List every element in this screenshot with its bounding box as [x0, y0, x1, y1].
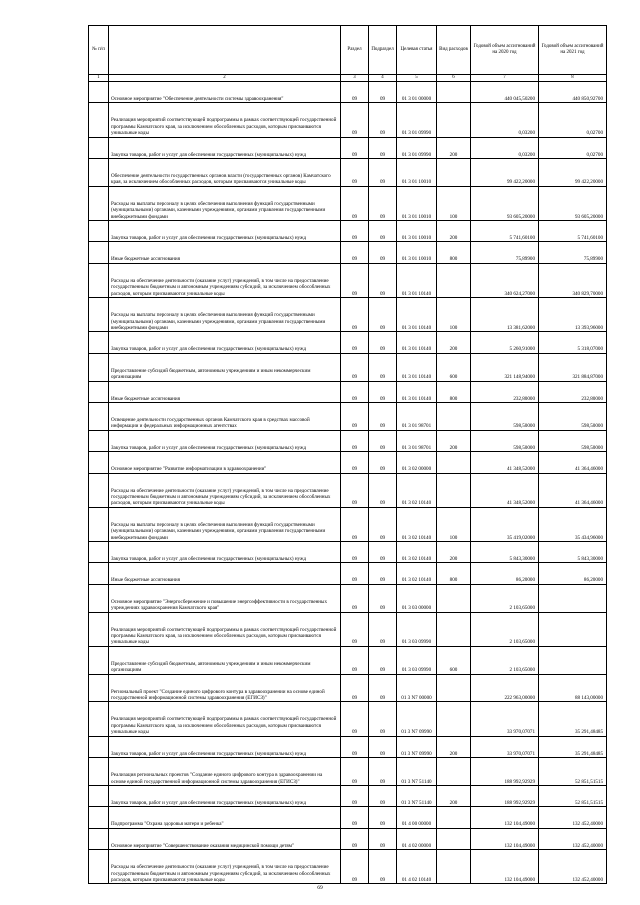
row-number [89, 381, 109, 402]
row-number [89, 103, 109, 137]
row-subsection: 09 [369, 584, 397, 612]
row-name: Реализация мероприятий соответствующей подпрограммы в рамках соответствующей государственной программы Камчатского края, за исключением обособленных расходов, которым присваиваются уникальные коды [109, 702, 341, 736]
row-name: Расходы на обеспечение деятельности (оказание услуг) учреждений, в том числе на предоставление государственным бюджетным и автономным учреждениям субсидий, за исключением обособленных расходов, которым присваиваются уникальные коды [109, 473, 341, 507]
row-expense-type [437, 850, 471, 884]
row-subsection: 09 [369, 452, 397, 473]
table-row [89, 263, 607, 297]
row-target-article: 01 3 01 00000 [397, 82, 437, 103]
row-section: 09 [341, 221, 369, 242]
column-index-row [89, 75, 607, 82]
row-subsection: 09 [369, 430, 397, 451]
row-expense-type [437, 807, 471, 828]
col-header-section: Раздел [341, 26, 369, 75]
row-target-article: 01 3 02 10140 [397, 473, 437, 507]
table-row [89, 702, 607, 736]
row-number [89, 298, 109, 332]
row-expense-type: 100 [437, 298, 471, 332]
row-volume-2021: 86,20000 [539, 563, 607, 584]
row-volume-2021: 440 850,92700 [539, 82, 607, 103]
row-target-article: 01 3 02 10140 [397, 507, 437, 541]
row-volume-2020: 232,80000 [471, 381, 539, 402]
row-volume-2021 [539, 646, 607, 674]
row-subsection: 09 [369, 221, 397, 242]
row-target-article: 01 3 02 10140 [397, 542, 437, 563]
column-index: 3 [341, 75, 369, 82]
row-subsection: 09 [369, 736, 397, 757]
row-volume-2021: 132 452,40000 [539, 850, 607, 884]
table-row [89, 452, 607, 473]
row-number [89, 221, 109, 242]
row-volume-2020: 5 843,30000 [471, 542, 539, 563]
row-section: 09 [341, 353, 369, 381]
row-section: 09 [341, 584, 369, 612]
row-name: Закупка товаров, работ и услуг для обеспечения государственных (муниципальных) нужд [109, 542, 341, 563]
table-row [89, 850, 607, 884]
row-volume-2021: 598,50000 [539, 402, 607, 430]
row-expense-type: 800 [437, 381, 471, 402]
row-section: 09 [341, 507, 369, 541]
row-volume-2020: 321 148,94000 [471, 353, 539, 381]
row-name: Основное мероприятие "Обеспечение деятельности системы здравоохранения" [109, 82, 341, 103]
table-row [89, 736, 607, 757]
table-row [89, 785, 607, 806]
col-header-volume-2021: Годовой объем ассигнований на 2021 год [539, 26, 607, 75]
row-expense-type: 200 [437, 221, 471, 242]
table-row [89, 402, 607, 430]
row-section: 09 [341, 159, 369, 187]
row-expense-type: 200 [437, 137, 471, 158]
row-section: 09 [341, 646, 369, 674]
row-target-article: 01 3 01 10140 [397, 332, 437, 353]
row-target-article: 01 3 01 10140 [397, 263, 437, 297]
row-volume-2021: 99 422,20000 [539, 159, 607, 187]
row-volume-2021: 321 884,87000 [539, 353, 607, 381]
row-expense-type [437, 674, 471, 702]
row-target-article: 01 3 02 10140 [397, 563, 437, 584]
row-volume-2020: 440 045,50200 [471, 82, 539, 103]
table-row [89, 137, 607, 158]
row-subsection: 09 [369, 353, 397, 381]
row-volume-2020: 13 381,62000 [471, 298, 539, 332]
row-section: 09 [341, 242, 369, 263]
row-number [89, 186, 109, 220]
row-volume-2021: 598,50000 [539, 430, 607, 451]
row-subsection: 09 [369, 298, 397, 332]
row-subsection: 09 [369, 674, 397, 702]
row-volume-2020: 33 970,07071 [471, 736, 539, 757]
row-section: 09 [341, 186, 369, 220]
row-number [89, 758, 109, 786]
row-name: Обеспечение деятельности государственных органов власти (государственных органов) Камчатского края, за исключением обособленных расходов, которым присваиваются уникальные коды [109, 159, 341, 187]
row-volume-2021: 13 393,96000 [539, 298, 607, 332]
row-expense-type: 800 [437, 242, 471, 263]
row-volume-2020: 188 992,92929 [471, 785, 539, 806]
row-volume-2021: 35 434,96000 [539, 507, 607, 541]
table-row [89, 103, 607, 137]
row-number [89, 563, 109, 584]
row-expense-type [437, 82, 471, 103]
row-volume-2021: 41 364,46000 [539, 452, 607, 473]
row-section: 09 [341, 542, 369, 563]
row-volume-2021: 0,02700 [539, 137, 607, 158]
row-volume-2020: 0,03200 [471, 103, 539, 137]
row-number [89, 542, 109, 563]
row-section: 09 [341, 452, 369, 473]
column-index: 6 [437, 75, 471, 82]
row-volume-2021: 0,02700 [539, 103, 607, 137]
row-volume-2021 [539, 584, 607, 612]
table-row [89, 221, 607, 242]
row-expense-type [437, 473, 471, 507]
row-volume-2021: 5 741,60100 [539, 221, 607, 242]
row-section: 09 [341, 612, 369, 646]
row-volume-2020: 5 741,60100 [471, 221, 539, 242]
table-row [89, 430, 607, 451]
row-target-article: 01 3 01 10140 [397, 381, 437, 402]
row-number [89, 785, 109, 806]
row-volume-2021: 132 452,40000 [539, 828, 607, 849]
table-row [89, 381, 607, 402]
row-name: Предоставление субсидий бюджетным, автономным учреждениям и иным некоммерческим организациям [109, 353, 341, 381]
table-row [89, 82, 607, 103]
row-number [89, 850, 109, 884]
row-subsection: 09 [369, 186, 397, 220]
row-number [89, 736, 109, 757]
row-number [89, 242, 109, 263]
col-header-subsection: Подраздел [369, 26, 397, 75]
page-number: 69 [317, 885, 323, 891]
col-header-volume-2020: Годовой объем ассигнований на 2020 год [471, 26, 539, 75]
row-volume-2021: 5 318,07000 [539, 332, 607, 353]
row-subsection: 09 [369, 263, 397, 297]
row-volume-2021: 232,80000 [539, 381, 607, 402]
row-expense-type [437, 402, 471, 430]
row-volume-2020: 2 103,65000 [471, 646, 539, 674]
row-volume-2021: 340 829,70000 [539, 263, 607, 297]
column-index: 5 [397, 75, 437, 82]
row-target-article: 01 3 N7 09990 [397, 736, 437, 757]
row-volume-2021: 52 851,51515 [539, 758, 607, 786]
row-number [89, 430, 109, 451]
row-subsection: 09 [369, 381, 397, 402]
row-number [89, 137, 109, 158]
row-name: Подпрограмма "Охрана здоровья матери и ребенка" [109, 807, 341, 828]
row-target-article: 01 3 03 09990 [397, 612, 437, 646]
row-name: Иные бюджетные ассигнования [109, 242, 341, 263]
row-volume-2020: 0,03200 [471, 137, 539, 158]
row-name: Основное мероприятие "Развитие информатизации в здравоохранении" [109, 452, 341, 473]
row-number [89, 332, 109, 353]
budget-table [88, 25, 607, 884]
row-expense-type: 100 [437, 186, 471, 220]
row-subsection: 09 [369, 137, 397, 158]
row-target-article: 01 3 01 98701 [397, 402, 437, 430]
row-section: 09 [341, 402, 369, 430]
row-number [89, 646, 109, 674]
row-subsection: 09 [369, 542, 397, 563]
row-volume-2020: 41 348,52000 [471, 452, 539, 473]
row-name: Закупка товаров, работ и услуг для обеспечения государственных (муниципальных) нужд [109, 332, 341, 353]
row-name: Закупка товаров, работ и услуг для обеспечения государственных (муниципальных) нужд [109, 221, 341, 242]
row-name: Освещение деятельности государственных органов Камчатского края в средствах массовой информации и федеральных информационных агентствах [109, 402, 341, 430]
row-section: 09 [341, 807, 369, 828]
row-name: Реализация региональных проектов "Создание единого цифрового контура в здравоохранении на основе единой государственной информационной системы здравоохранения (ЕГИСЗ)" [109, 758, 341, 786]
row-target-article: 01 3 01 10140 [397, 353, 437, 381]
row-name: Расходы на обеспечение деятельности (оказание услуг) учреждений, в том числе на предоставление государственным бюджетным и автономным учреждениям субсидий, за исключением обособленных расходов, которым присваиваются уникальные коды [109, 263, 341, 297]
row-volume-2021: 88 143,00000 [539, 674, 607, 702]
row-subsection: 09 [369, 103, 397, 137]
row-expense-type [437, 103, 471, 137]
column-index: 7 [471, 75, 539, 82]
row-number [89, 584, 109, 612]
table-row [89, 186, 607, 220]
column-index: 2 [109, 75, 341, 82]
row-number [89, 702, 109, 736]
row-subsection: 09 [369, 507, 397, 541]
row-expense-type: 200 [437, 736, 471, 757]
row-target-article: 01 3 01 10140 [397, 298, 437, 332]
row-volume-2021: 132 452,40000 [539, 807, 607, 828]
table-row [89, 612, 607, 646]
row-target-article: 01 3 02 00000 [397, 452, 437, 473]
row-volume-2020: 5 260,91000 [471, 332, 539, 353]
row-number [89, 473, 109, 507]
row-target-article: 01 3 N7 00000 [397, 674, 437, 702]
column-index: 4 [369, 75, 397, 82]
row-number [89, 674, 109, 702]
column-index: 8 [539, 75, 607, 82]
col-header-article: Целевая статья [397, 26, 437, 75]
row-name: Предоставление субсидий бюджетным, автономным учреждениям и иным некоммерческим организациям [109, 646, 341, 674]
row-section: 09 [341, 736, 369, 757]
row-volume-2020: 75,89900 [471, 242, 539, 263]
row-expense-type: 200 [437, 430, 471, 451]
row-expense-type [437, 758, 471, 786]
row-expense-type [437, 702, 471, 736]
table-row [89, 507, 607, 541]
row-subsection: 09 [369, 563, 397, 584]
row-section: 09 [341, 82, 369, 103]
row-expense-type: 600 [437, 353, 471, 381]
row-volume-2021: 75,89900 [539, 242, 607, 263]
row-name: Закупка товаров, работ и услуг для обеспечения государственных (муниципальных) нужд [109, 736, 341, 757]
row-subsection: 09 [369, 702, 397, 736]
row-expense-type [437, 584, 471, 612]
row-number [89, 507, 109, 541]
row-section: 09 [341, 473, 369, 507]
col-header-no: № п/п [89, 26, 109, 75]
row-subsection: 09 [369, 785, 397, 806]
row-volume-2021: 41 364,46000 [539, 473, 607, 507]
row-name: Региональный проект "Создание единого цифрового контура в здравоохранении на основе единой государственной информационной системы здравоохранения (ЕГИСЗ)" [109, 674, 341, 702]
col-header-expense-type: Вид расходов [437, 26, 471, 75]
row-section: 09 [341, 263, 369, 297]
row-subsection: 09 [369, 828, 397, 849]
column-index: 1 [89, 75, 109, 82]
row-volume-2020: 99 422,20000 [471, 159, 539, 187]
row-subsection: 09 [369, 159, 397, 187]
row-section: 09 [341, 702, 369, 736]
row-section: 09 [341, 828, 369, 849]
row-name: Реализация мероприятий соответствующей подпрограммы в рамках соответствующей государственной программы Камчатского края, за исключением обособленных расходов, которым присваиваются уникальные коды [109, 103, 341, 137]
row-section: 09 [341, 298, 369, 332]
row-volume-2020: 188 992,92929 [471, 758, 539, 786]
row-expense-type: 200 [437, 332, 471, 353]
row-expense-type [437, 828, 471, 849]
row-volume-2020: 132 104,49000 [471, 850, 539, 884]
row-subsection: 09 [369, 612, 397, 646]
row-section: 09 [341, 332, 369, 353]
row-target-article: 01 3 01 10010 [397, 186, 437, 220]
row-section: 09 [341, 103, 369, 137]
row-target-article: 01 4 02 00000 [397, 828, 437, 849]
table-row [89, 646, 607, 674]
row-name: Расходы на выплаты персоналу в целях обеспечения выполнения функций государственными (муниципальными) органами, казенными учреждениями, органами управления государственными внебюджетными фондами [109, 298, 341, 332]
row-volume-2020: 33 970,07071 [471, 702, 539, 736]
row-volume-2020: 598,50000 [471, 430, 539, 451]
row-subsection: 09 [369, 242, 397, 263]
table-row [89, 242, 607, 263]
row-expense-type [437, 159, 471, 187]
row-expense-type [437, 612, 471, 646]
row-target-article: 01 4 00 00000 [397, 807, 437, 828]
row-section: 09 [341, 674, 369, 702]
row-volume-2021: 93 605,20000 [539, 186, 607, 220]
table-row [89, 353, 607, 381]
table-row [89, 542, 607, 563]
row-number [89, 159, 109, 187]
row-name: Основное мероприятие "Энергосбережение и повышение энергоэффективности в государственных учреждениях здравоохранения Камчатского края" [109, 584, 341, 612]
table-row [89, 807, 607, 828]
row-target-article: 01 3 03 09990 [397, 646, 437, 674]
row-name: Иные бюджетные ассигнования [109, 563, 341, 584]
row-target-article: 01 3 01 10010 [397, 221, 437, 242]
table-row [89, 584, 607, 612]
row-number [89, 828, 109, 849]
row-target-article: 01 3 01 98701 [397, 430, 437, 451]
row-target-article: 01 3 01 09990 [397, 137, 437, 158]
row-number [89, 82, 109, 103]
row-volume-2020: 2 103,65000 [471, 584, 539, 612]
row-number [89, 353, 109, 381]
row-target-article: 01 3 01 10010 [397, 242, 437, 263]
row-number [89, 263, 109, 297]
row-volume-2020: 93 605,20000 [471, 186, 539, 220]
row-name: Закупка товаров, работ и услуг для обеспечения государственных (муниципальных) нужд [109, 785, 341, 806]
row-section: 09 [341, 430, 369, 451]
row-volume-2021: 35 291,48485 [539, 736, 607, 757]
row-number [89, 452, 109, 473]
row-target-article: 01 3 N7 51140 [397, 785, 437, 806]
row-subsection: 09 [369, 758, 397, 786]
row-section: 09 [341, 785, 369, 806]
row-expense-type: 800 [437, 563, 471, 584]
table-row [89, 159, 607, 187]
row-section: 09 [341, 381, 369, 402]
row-section: 09 [341, 758, 369, 786]
row-name: Закупка товаров, работ и услуг для обеспечения государственных (муниципальных) нужд [109, 430, 341, 451]
row-expense-type: 200 [437, 785, 471, 806]
row-expense-type [437, 452, 471, 473]
row-volume-2020: 598,50000 [471, 402, 539, 430]
row-volume-2020: 340 624,27000 [471, 263, 539, 297]
row-subsection: 09 [369, 473, 397, 507]
row-target-article: 01 3 N7 51140 [397, 758, 437, 786]
row-volume-2021: 52 851,51515 [539, 785, 607, 806]
row-name: Основное мероприятие "Совершенствование оказания медицинской помощи детям" [109, 828, 341, 849]
row-section: 09 [341, 850, 369, 884]
row-subsection: 09 [369, 332, 397, 353]
row-number [89, 807, 109, 828]
row-target-article: 01 3 01 09990 [397, 103, 437, 137]
row-expense-type: 600 [437, 646, 471, 674]
row-volume-2020: 132 104,49000 [471, 807, 539, 828]
row-subsection: 09 [369, 807, 397, 828]
row-subsection: 09 [369, 402, 397, 430]
row-volume-2020: 35 419,02000 [471, 507, 539, 541]
row-name: Расходы на обеспечение деятельности (оказание услуг) учреждений, в том числе на предоставление государственным бюджетным и автономным учреждениям субсидий, за исключением обособленных расходов, которым присваиваются уникальные коды [109, 850, 341, 884]
table-row [89, 563, 607, 584]
row-volume-2020: 132 104,49000 [471, 828, 539, 849]
row-name: Иные бюджетные ассигнования [109, 381, 341, 402]
row-volume-2020: 2 103,65000 [471, 612, 539, 646]
row-number [89, 612, 109, 646]
row-name: Закупка товаров, работ и услуг для обеспечения государственных (муниципальных) нужд [109, 137, 341, 158]
row-target-article: 01 4 02 10140 [397, 850, 437, 884]
row-subsection: 09 [369, 850, 397, 884]
row-expense-type: 100 [437, 507, 471, 541]
col-header-name [109, 26, 341, 75]
row-expense-type: 200 [437, 542, 471, 563]
row-volume-2020: 86,20000 [471, 563, 539, 584]
row-target-article: 01 3 03 00000 [397, 584, 437, 612]
row-volume-2021: 35 291,48485 [539, 702, 607, 736]
row-subsection: 09 [369, 646, 397, 674]
table-header-row [89, 26, 607, 75]
row-section: 09 [341, 137, 369, 158]
table-row [89, 758, 607, 786]
row-number [89, 402, 109, 430]
row-section: 09 [341, 563, 369, 584]
table-row [89, 298, 607, 332]
row-volume-2020: 222 963,00000 [471, 674, 539, 702]
row-name: Расходы на выплаты персоналу в целях обеспечения выполнения функций государственными (муниципальными) органами, казенными учреждениями, органами управления государственными внебюджетными фондами [109, 507, 341, 541]
row-volume-2020: 41 348,52000 [471, 473, 539, 507]
table-row [89, 674, 607, 702]
table-row [89, 332, 607, 353]
row-name: Расходы на выплаты персоналу в целях обеспечения выполнения функций государственными (муниципальными) органами, казенными учреждениями, органами управления государственными внебюджетными фондами [109, 186, 341, 220]
row-expense-type [437, 263, 471, 297]
row-name: Реализация мероприятий соответствующей подпрограммы в рамках соответствующей государственной программы Камчатского края, за исключением обособленных расходов, которым присваиваются уникальные коды [109, 612, 341, 646]
table-row [89, 828, 607, 849]
row-volume-2021: 5 843,30000 [539, 542, 607, 563]
table-row [89, 473, 607, 507]
row-target-article: 01 3 01 10010 [397, 159, 437, 187]
row-target-article: 01 3 N7 09990 [397, 702, 437, 736]
row-volume-2021 [539, 612, 607, 646]
row-subsection: 09 [369, 82, 397, 103]
